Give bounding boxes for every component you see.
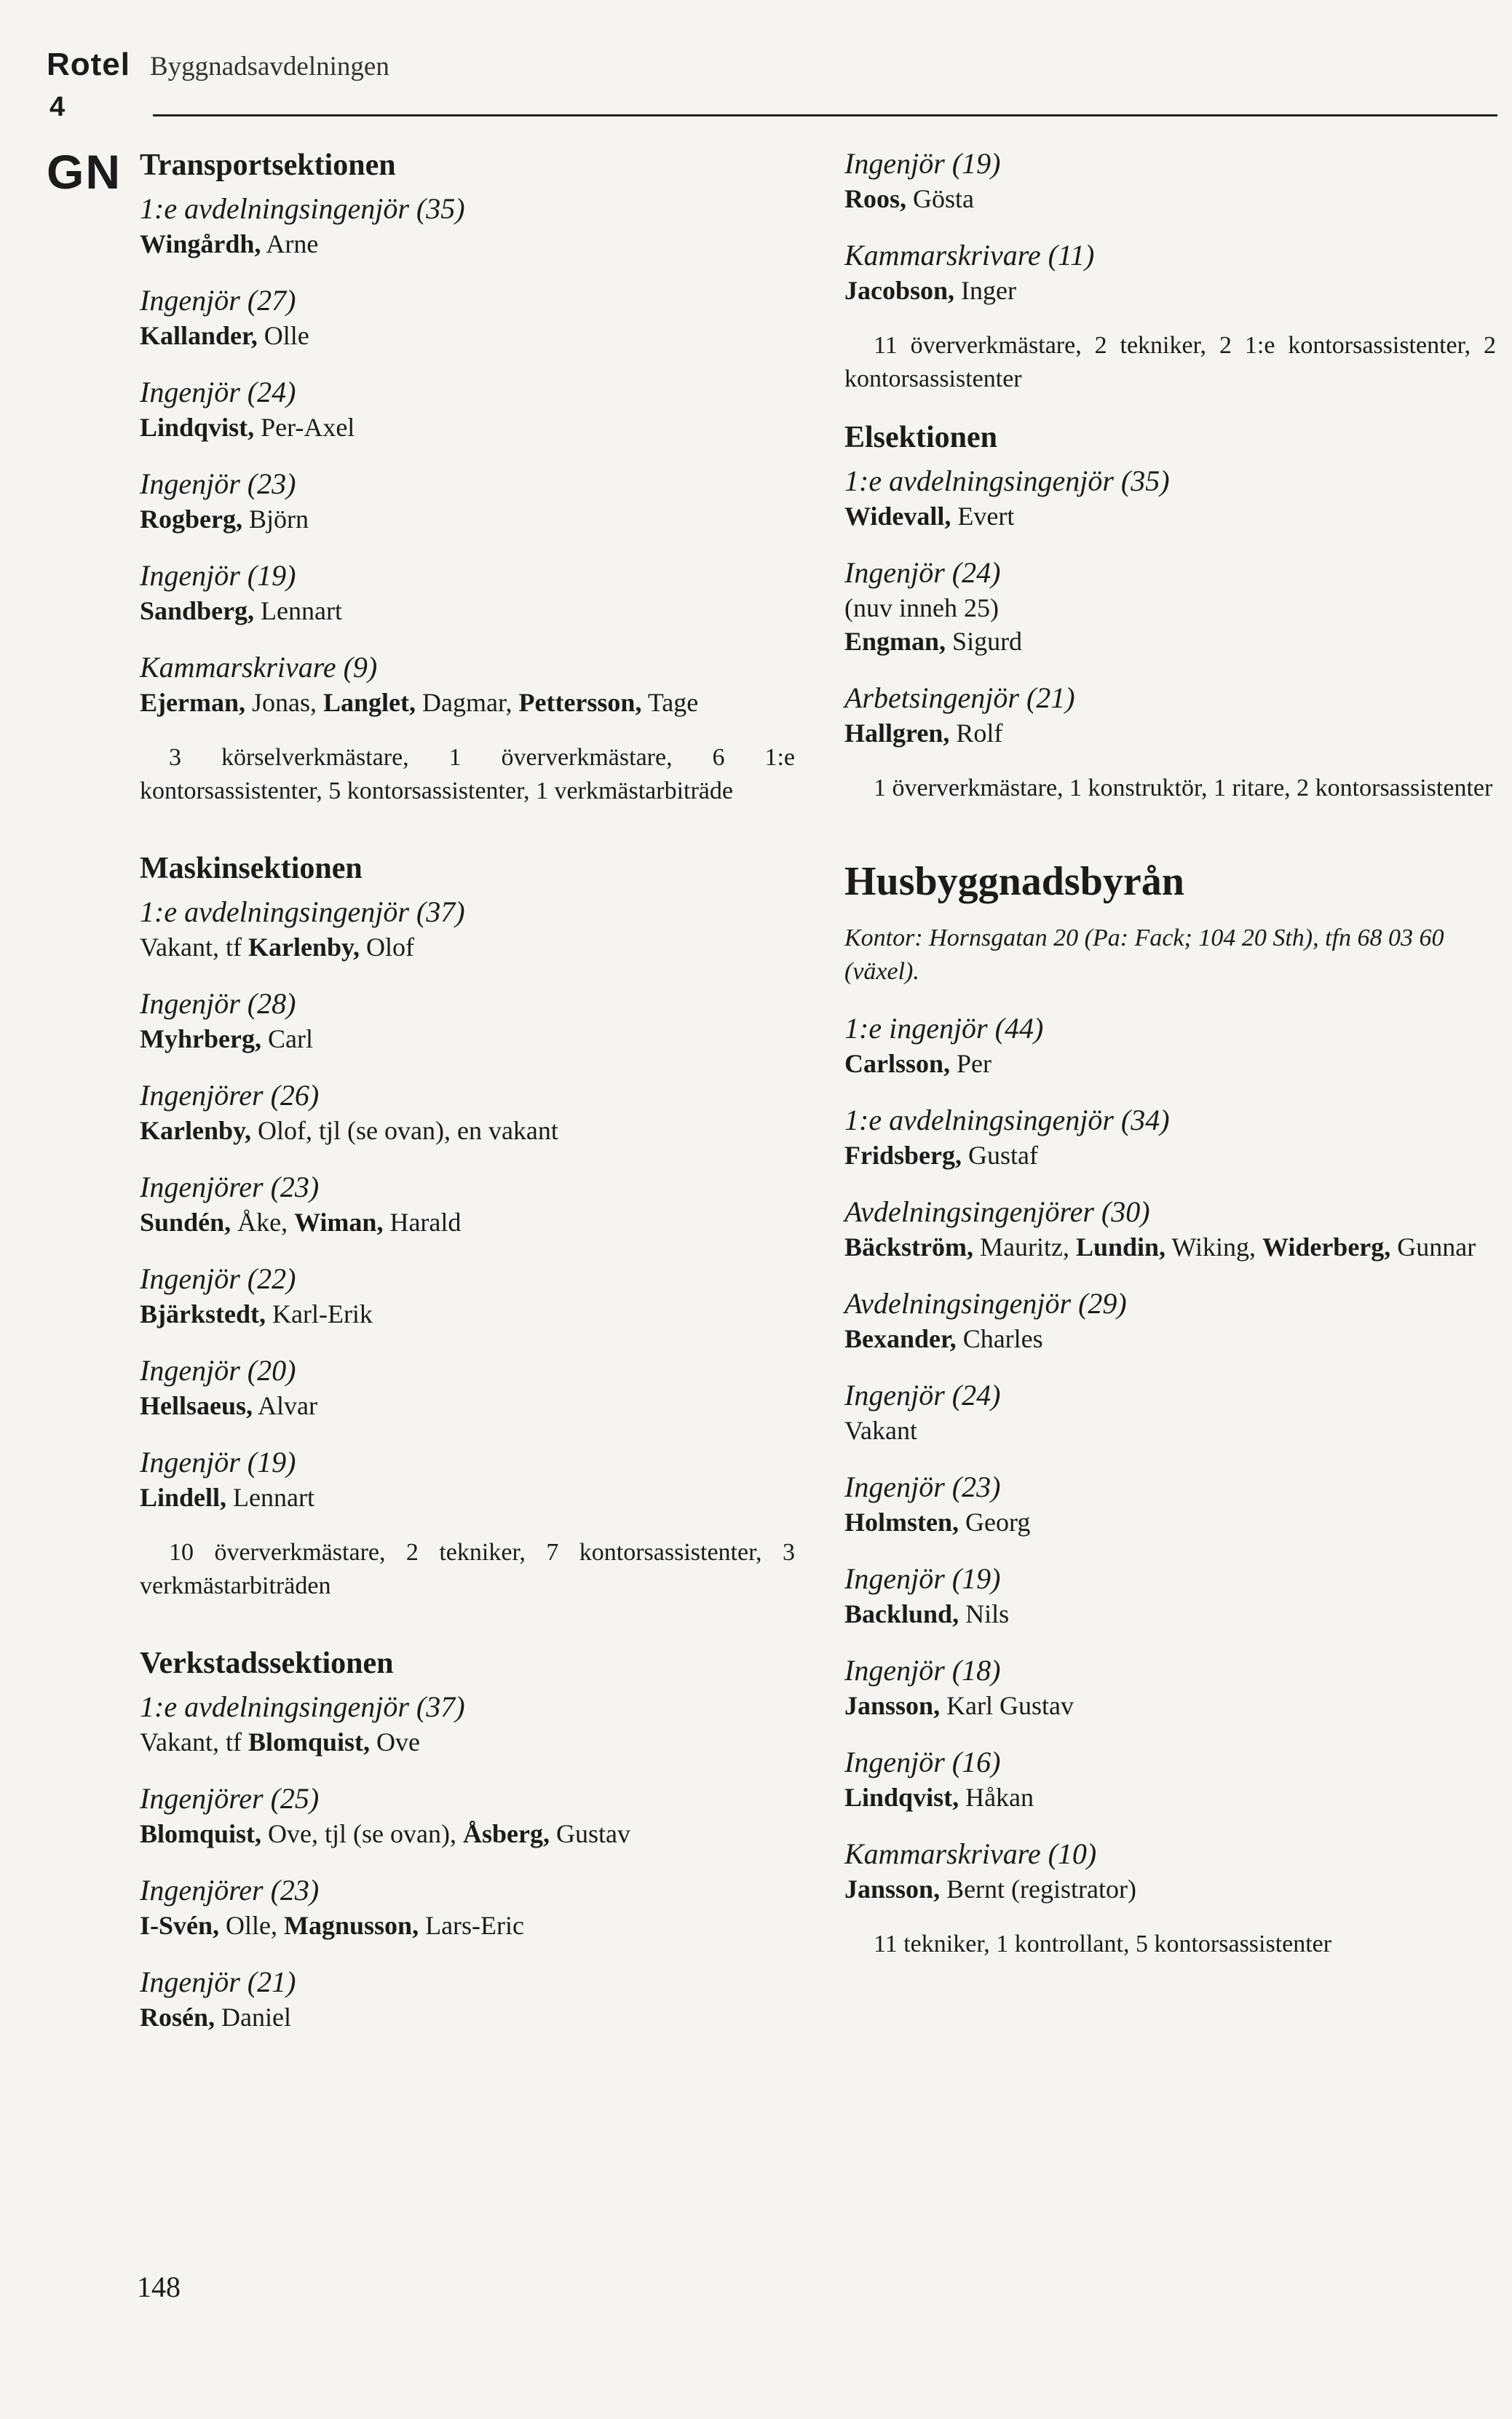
staff-names: [140, 227, 795, 261]
staff-names: [844, 1689, 1496, 1722]
surname: Jansson,: [844, 1874, 941, 1904]
staff-names: [844, 1781, 1496, 1814]
staff-note: 3 körselverkmästare, 1 öververkmästare, 6 1:e kontorsassistenter, 5 kontorsassistenter, 1 verkmästarbiträde: [140, 744, 795, 804]
given-name: Lennart: [261, 596, 342, 625]
surname: Lindqvist,: [844, 1783, 959, 1812]
rotel-number: 4: [50, 92, 66, 122]
position-title: Ingenjör (23): [844, 1470, 1001, 1503]
given-name: Rolf: [956, 718, 1003, 748]
position-title: Avdelningsingenjörer (30): [844, 1195, 1150, 1228]
staff-names: [844, 1597, 1496, 1631]
position-title: Ingenjör (22): [140, 1262, 296, 1295]
position-title: Arbetsingenjör (21): [844, 681, 1075, 714]
surname: Sandberg,: [140, 596, 255, 625]
position-title: Ingenjörer (23): [140, 1171, 320, 1203]
given-name: Ove: [376, 1727, 420, 1757]
staff-names: [140, 319, 795, 352]
position-title: Ingenjör (24): [140, 376, 296, 408]
surname: Lundin,: [1075, 1232, 1166, 1262]
surname: Karlenby,: [248, 933, 360, 962]
surname: Sundén,: [140, 1208, 231, 1237]
header-rule: [153, 114, 1497, 116]
staff-entry: [844, 1836, 1496, 1906]
given-name: Gustaf: [967, 1141, 1038, 1170]
given-name: Alvar: [258, 1391, 317, 1420]
surname: Blomquist,: [248, 1727, 371, 1757]
surname: Carlsson,: [844, 1049, 951, 1078]
staff-entry: [844, 1469, 1496, 1539]
surname: Rogberg,: [140, 504, 242, 534]
staff-entry: [140, 1261, 795, 1331]
given-name: Arne: [266, 229, 319, 258]
given-name: Olle,: [226, 1911, 285, 1940]
surname: Jansson,: [844, 1691, 941, 1720]
position-title: Ingenjörer (25): [140, 1782, 320, 1815]
staff-entry: [844, 680, 1496, 750]
surname: Ejerman,: [140, 688, 245, 717]
staff-entry: [140, 649, 795, 719]
staff-names: [844, 1414, 1496, 1447]
staff-names: [140, 1481, 795, 1514]
staff-entry: [140, 1077, 795, 1147]
staff-entry: [844, 237, 1496, 307]
staff-entry: [844, 1652, 1496, 1722]
given-name: Tage: [647, 688, 699, 717]
given-name: Charles: [962, 1324, 1043, 1353]
surname: Rosén,: [140, 2003, 215, 2032]
surname: Widerberg,: [1262, 1232, 1391, 1262]
side-code: GN: [47, 145, 122, 199]
given-name: Wiking,: [1171, 1232, 1262, 1262]
surname: Karlenby,: [140, 1116, 252, 1145]
left-column: [140, 146, 795, 2056]
section-title: Verkstadssektionen: [140, 1647, 394, 1680]
surname: Hellsaeus,: [140, 1391, 253, 1420]
position-title: Ingenjör (19): [844, 147, 1001, 180]
given-name: Carl: [267, 1024, 313, 1053]
staff-names: [140, 1389, 795, 1422]
staff-entry: [844, 1561, 1496, 1631]
staff-entry: [140, 466, 795, 536]
surname: Pettersson,: [518, 688, 642, 717]
surname: Backlund,: [844, 1599, 959, 1628]
staff-names: [140, 411, 795, 444]
staff-entry: [140, 986, 795, 1056]
staff-names: [140, 930, 795, 964]
given-name: Ove, tjl (se ovan),: [268, 1819, 463, 1848]
staff-entry: [844, 1377, 1496, 1447]
given-name: Olof: [366, 933, 414, 962]
staff-names: [140, 1909, 795, 1942]
staff-entry: [140, 191, 795, 261]
staff-entry: [140, 1353, 795, 1422]
staff-names: [844, 1047, 1496, 1080]
staff-names: [844, 716, 1496, 750]
department-title: Byggnadsavdelningen: [150, 52, 389, 82]
staff-note: 11 öververkmästare, 2 tekniker, 2 1:e kontorsassistenter, 2 kontorsassistenter: [844, 332, 1496, 392]
office-address: Kontor: Hornsgatan 20 (Pa: Fack; 104 20 Sth), tfn 68 03 60 (växel).: [844, 925, 1444, 985]
position-title: Ingenjör (19): [844, 1562, 1001, 1595]
position-title: Ingenjörer (23): [140, 1874, 320, 1907]
position-title: Avdelningsingenjör (29): [844, 1287, 1127, 1320]
position-title: Kammarskrivare (9): [140, 651, 378, 684]
surname: Langlet,: [322, 688, 416, 717]
position-title: Kammarskrivare (11): [844, 239, 1095, 272]
position-title: Ingenjör (24): [844, 556, 1001, 589]
staff-note: 11 tekniker, 1 kontrollant, 5 kontorsassistenter: [874, 1931, 1332, 1957]
staff-entry: [844, 1010, 1496, 1080]
surname: Engman,: [844, 627, 946, 656]
surname: Myhrberg,: [140, 1024, 261, 1053]
surname: Magnusson,: [284, 1911, 419, 1940]
staff-names: [844, 1230, 1496, 1264]
section-title: Maskinsektionen: [140, 852, 363, 885]
staff-names: [844, 1872, 1496, 1906]
section-title: Transportsektionen: [140, 149, 396, 182]
position-title: Ingenjör (28): [140, 987, 296, 1020]
given-name: Dagmar,: [421, 688, 519, 717]
given-name: Olle: [264, 321, 309, 350]
surname: Wingårdh,: [140, 229, 261, 258]
staff-names: [140, 2000, 795, 2034]
staff-note: 1 öververkmästare, 1 konstruktör, 1 ritare, 2 kontorsassistenter: [874, 775, 1493, 801]
given-name: Åke,: [237, 1208, 295, 1237]
surname: Roos,: [844, 184, 907, 213]
staff-entry: [140, 1169, 795, 1239]
staff-names: [140, 1817, 795, 1850]
staff-entry: [844, 463, 1496, 533]
given-name: Daniel: [221, 2003, 291, 2032]
staff-names: [844, 625, 1496, 658]
given-name: Inger: [961, 276, 1016, 305]
surname: Bäckström,: [844, 1232, 973, 1262]
position-title: Ingenjör (23): [140, 467, 296, 500]
staff-names: [140, 1114, 795, 1147]
surname: Lindell,: [140, 1483, 227, 1512]
surname: Hallgren,: [844, 718, 950, 748]
surname: Bexander,: [844, 1324, 957, 1353]
surname: Wiman,: [294, 1208, 384, 1237]
staff-entry: [140, 894, 795, 964]
given-name: Karl Gustav: [946, 1691, 1074, 1720]
surname: Widevall,: [844, 502, 951, 531]
given-name: Per: [957, 1049, 992, 1078]
surname: Jacobson,: [844, 276, 955, 305]
given-name: Evert: [957, 502, 1015, 531]
surname: Blomquist,: [140, 1819, 262, 1848]
given-name: Lars-Eric: [425, 1911, 524, 1940]
given-name: Gunnar: [1397, 1232, 1476, 1262]
staff-entry: [140, 1689, 795, 1759]
staff-entry: [844, 1744, 1496, 1814]
position-title: Ingenjör (24): [844, 1379, 1001, 1412]
staff-names: [140, 1022, 795, 1056]
surname: Fridsberg,: [844, 1141, 962, 1170]
surname: Åsberg,: [462, 1819, 550, 1848]
given-name: Per-Axel: [261, 413, 355, 442]
name-prefix: Vakant, tf: [140, 933, 248, 962]
position-title: 1:e avdelningsingenjör (37): [140, 895, 465, 928]
given-name: Harald: [389, 1208, 462, 1237]
staff-names: [844, 182, 1496, 215]
staff-entry: [844, 1102, 1496, 1172]
staff-names: [140, 594, 795, 627]
staff-entry: [140, 374, 795, 444]
section-title: Husbyggnadsbyrån: [844, 859, 1184, 904]
position-title: Ingenjör (18): [844, 1654, 1001, 1687]
given-name: Lennart: [233, 1483, 314, 1512]
staff-entry: [140, 1964, 795, 2034]
staff-entry: [844, 1194, 1496, 1264]
given-name: Karl-Erik: [272, 1299, 373, 1329]
given-name: Håkan: [965, 1783, 1034, 1812]
staff-names: [844, 499, 1496, 533]
staff-names: [140, 1297, 795, 1331]
right-column: [844, 146, 1496, 1983]
surname: I-Svén,: [140, 1911, 220, 1940]
given-name: Björn: [248, 504, 309, 534]
given-name: Georg: [965, 1508, 1031, 1537]
position-title: 1:e avdelningsingenjör (34): [844, 1104, 1170, 1136]
staff-names: [140, 686, 795, 719]
position-title: Ingenjör (16): [844, 1746, 1001, 1778]
staff-names: [140, 1205, 795, 1239]
staff-names: [844, 1322, 1496, 1355]
staff-entry: [140, 1781, 795, 1850]
staff-names: [844, 274, 1496, 307]
given-name: Vakant: [844, 1416, 917, 1445]
staff-entry: [140, 282, 795, 352]
position-title: Ingenjör (19): [140, 559, 296, 592]
surname: Lindqvist,: [140, 413, 255, 442]
given-name: Nils: [965, 1599, 1010, 1628]
position-title: 1:e avdelningsingenjör (35): [844, 464, 1170, 497]
position-note: (nuv inneh 25): [844, 593, 999, 622]
given-name: Mauritz,: [979, 1232, 1076, 1262]
staff-names: [844, 1505, 1496, 1539]
staff-entry: [844, 555, 1496, 658]
staff-names: [140, 1725, 795, 1759]
section-title: Elsektionen: [844, 421, 998, 454]
position-title: Ingenjör (21): [140, 1965, 296, 1998]
given-name: Gustav: [555, 1819, 630, 1848]
position-title: Ingenjörer (26): [140, 1079, 320, 1112]
given-name: Sigurd: [952, 627, 1023, 656]
staff-entry: [844, 1286, 1496, 1355]
page-number: 148: [137, 2270, 181, 2303]
position-title: 1:e avdelningsingenjör (35): [140, 192, 465, 225]
surname: Kallander,: [140, 321, 258, 350]
given-name: Olof, tjl (se ovan), en vakant: [258, 1116, 558, 1145]
staff-entry: [140, 1444, 795, 1514]
surname: Holmsten,: [844, 1508, 959, 1537]
staff-entry: [140, 558, 795, 627]
position-title: Ingenjör (27): [140, 284, 296, 317]
staff-entry: [844, 146, 1496, 215]
rotel-label: Rotel: [47, 47, 130, 82]
position-title: Ingenjör (19): [140, 1446, 296, 1478]
staff-note: 10 öververkmästare, 2 tekniker, 7 kontorsassistenter, 3 verkmästarbiträden: [140, 1539, 795, 1599]
position-title: 1:e avdelningsingenjör (37): [140, 1690, 465, 1723]
staff-names: [844, 1139, 1496, 1172]
given-name: Bernt (registrator): [946, 1874, 1136, 1904]
given-name: Gösta: [913, 184, 975, 213]
staff-names: [140, 502, 795, 536]
given-name: Jonas,: [251, 688, 323, 717]
position-title: Kammarskrivare (10): [844, 1837, 1097, 1870]
surname: Bjärkstedt,: [140, 1299, 266, 1329]
position-title: 1:e ingenjör (44): [844, 1012, 1044, 1045]
staff-entry: [140, 1872, 795, 1942]
position-title: Ingenjör (20): [140, 1354, 296, 1387]
name-prefix: Vakant, tf: [140, 1727, 248, 1757]
